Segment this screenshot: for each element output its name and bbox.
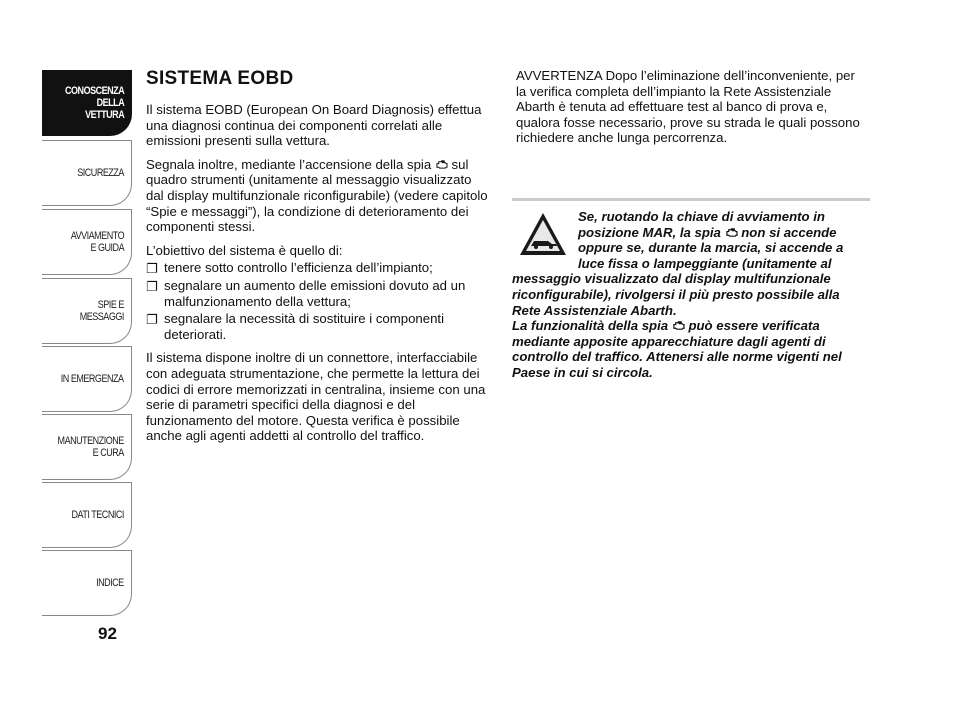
warning-box	[512, 198, 870, 381]
list-item-text: segnalare un aumento delle emissioni dovuto ad un malfunzionamento della vettura;	[164, 277, 466, 309]
tab-label: DATI TECNICI	[71, 509, 124, 521]
tab-spie-e-messaggi[interactable]	[42, 278, 132, 344]
warning-text-a: Se, ruotando la chiave di avviamento in posizione MAR, la spia	[578, 209, 825, 240]
tab-label: MANUTENZIONE E CURA	[57, 435, 124, 459]
checkbox-bullet-icon: ❐	[146, 278, 158, 294]
engine-check-icon	[435, 159, 448, 170]
paragraph-connector: Il sistema dispone inoltre di un connettore, interfacciabile con adeguata strumentazione, che permette la lettura dei codici di errore memorizzati in centralina, insieme con una serie di parametri specifici della diagnosi e del funzionamento del motore. Questa verifica è possibile anche agli agenti addetti al controllo del traffico.	[146, 350, 486, 444]
engine-check-icon	[725, 227, 738, 238]
checkbox-bullet-icon: ❐	[146, 312, 158, 328]
right-column	[516, 68, 868, 154]
list-item	[146, 311, 492, 342]
tab-conoscenza-della-vettura[interactable]	[42, 70, 132, 136]
tab-dati-tecnici[interactable]	[42, 482, 132, 548]
warning-text-b: non si accende oppure se, durante la marcia, si accende a luce fissa o lampeggiante (unitamente al messaggio visualizzato dal display multifunzionale riconfigurabile), rivolgersi il più presto possibile alla Rete Assistenziale Abarth.	[512, 224, 844, 318]
paragraph-objective: L’obiettivo del sistema è quello di:	[146, 242, 343, 258]
warning-text-c: La funzionalità della spia	[512, 318, 669, 334]
tab-label: IN EMERGENZA	[61, 373, 124, 385]
tab-label: SICUREZZA	[77, 167, 124, 179]
tab-label: AVVIAMENTO E GUIDA	[70, 230, 124, 254]
section-title: SISTEMA EOBD	[146, 68, 294, 89]
avvertenza-paragraph: AVVERTENZA Dopo l’eliminazione dell’inconveniente, per la verifica completa dell’impianto la Rete Assistenziale Abarth è tenuta ad effettuare test al banco di prova e, qualora fosse necessario, prove su strada le quali possono richiedere anche lunga percorrenza.	[516, 68, 860, 146]
checkbox-bullet-icon: ❐	[146, 261, 158, 277]
left-column	[146, 68, 492, 452]
tab-label: CONOSCENZA DELLA VETTURA	[64, 85, 124, 121]
paragraph-spia-text-b: sul quadro strumenti (unitamente al messaggio visualizzato dal display multifunzionale riconfigurabile) (vedere capitolo “Spie e messaggi”), la condizione di deterioramento dei componenti stessi.	[146, 156, 488, 235]
tab-sicurezza[interactable]	[42, 140, 132, 206]
tab-in-emergenza[interactable]	[42, 346, 132, 412]
engine-check-icon	[672, 320, 685, 331]
list-item-text: segnalare la necessità di sostituire i componenti deteriorati.	[164, 311, 445, 342]
tab-label: SPIE E MESSAGGI	[79, 299, 124, 323]
warning-divider	[512, 198, 870, 201]
list-item-text: tenere sotto controllo l’efficienza dell’impianto;	[164, 260, 433, 276]
list-item	[146, 278, 492, 309]
paragraph-spia	[146, 157, 492, 235]
list-item	[146, 260, 492, 276]
tab-avviamento-e-guida[interactable]	[42, 209, 132, 275]
warning-triangle-icon	[518, 211, 568, 257]
page-number: 92	[98, 624, 117, 643]
tab-label: INDICE	[96, 577, 124, 589]
paragraph-intro: Il sistema EOBD (European On Board Diagnosis) effettua una diagnosi continua dei componenti correlati alle emissioni presenti sulla vettura.	[146, 102, 482, 149]
objective-list	[146, 260, 492, 342]
paragraph-spia-text-a: Segnala inoltre, mediante l’accensione della spia	[146, 156, 432, 172]
warning-text-d: può essere verificata mediante apposite apparecchiature dagli agenti di controllo del traffico. Attenersi alle norme vigenti nel Paese in cui si circola.	[512, 318, 842, 380]
tab-indice[interactable]	[42, 550, 132, 616]
tab-manutenzione-e-cura[interactable]	[42, 414, 132, 480]
